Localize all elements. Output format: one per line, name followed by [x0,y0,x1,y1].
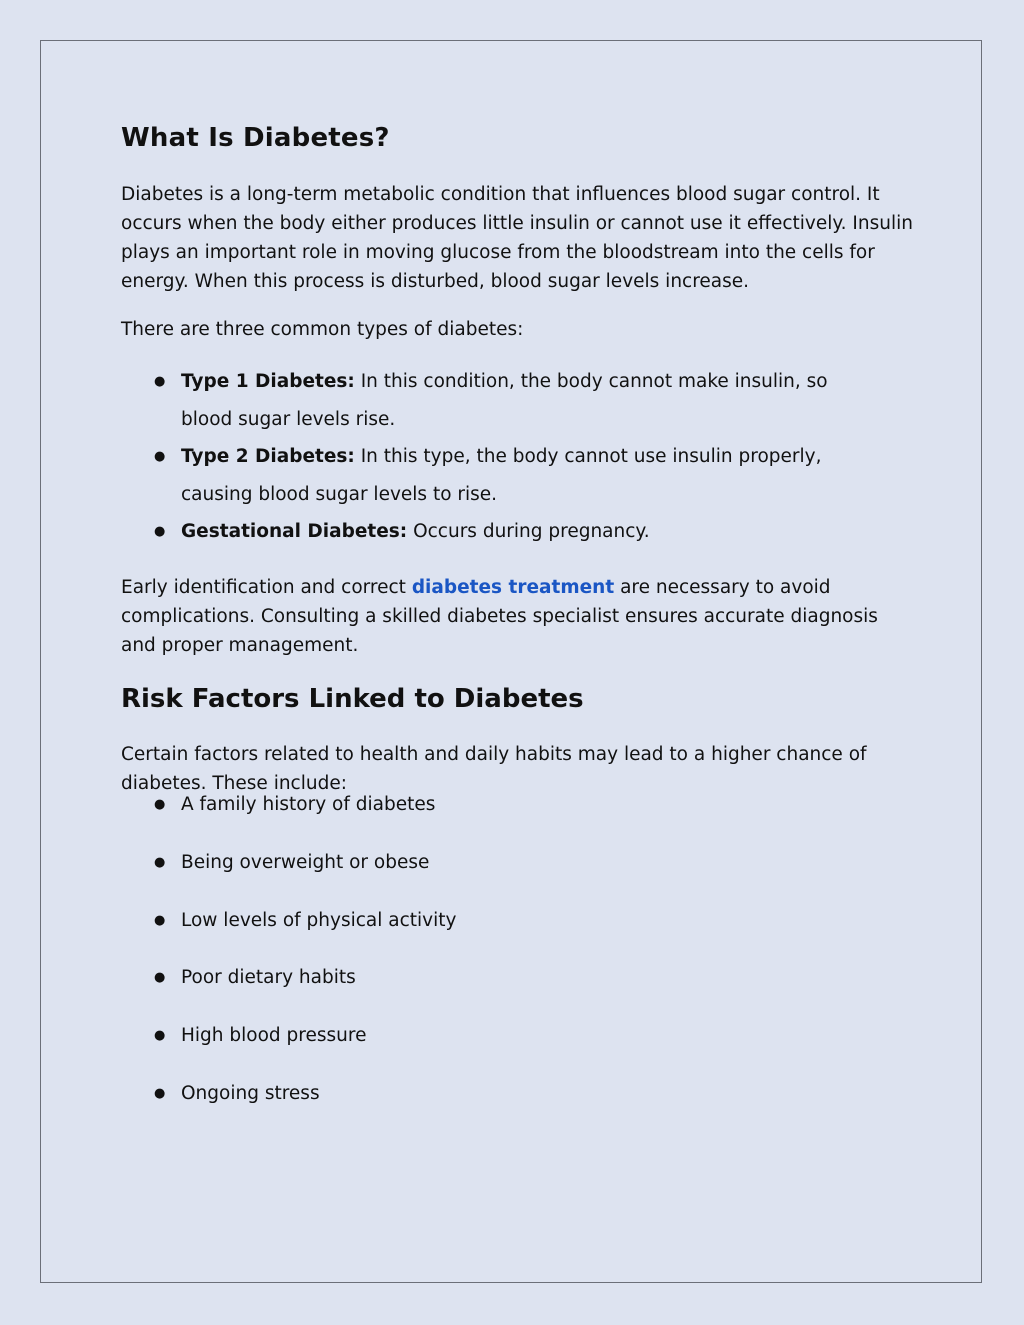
type-description: In this type, the body cannot use insulin properly, causing blood sugar levels to rise. [181,446,822,505]
type-description: Occurs during pregnancy. [407,521,650,542]
list-item-gestational [121,513,841,551]
type-description: In this condition, the body cannot make insulin, so blood sugar levels rise. [181,371,828,430]
bullet-icon: ● [154,854,166,870]
list-item-type-2 [121,438,841,513]
list-item [121,966,456,1024]
page-frame [40,40,982,1283]
risk-factors-list [121,793,456,1140]
intro-paragraph: Diabetes is a long-term metabolic condition that influences blood sugar control. It occurs when the body either produces little insulin or cannot use it effectively. Insulin plays an important role in moving glucose from the bloodstream into the cells for energy. When this process is disturbed, blood sugar levels increase. [121,184,913,292]
risk-factor-text: High blood pressure [181,1025,367,1047]
bullet-icon: ● [154,524,166,539]
risk-intro-paragraph: Certain factors related to health and daily habits may lead to a higher chance of diabetes. These include: [121,744,867,794]
bullet-icon: ● [154,1085,166,1101]
type-term: Type 2 Diabetes: [181,446,355,467]
heading-what-is-diabetes: What Is Diabetes? [121,123,390,153]
diabetes-types-list [121,363,841,551]
bullet-icon: ● [154,912,166,928]
early-text-before-link: Early identification and correct [121,577,412,598]
bullet-icon: ● [154,374,166,389]
list-item [121,851,456,909]
early-text-after-link: are necessary to avoid complications. Consulting a skilled diabetes specialist ensures accurate diagnosis and proper management. [121,577,878,656]
bullet-icon: ● [154,1028,166,1044]
early-identification-paragraph [121,573,916,660]
list-item [121,1082,456,1140]
list-item [121,793,456,851]
risk-factor-text: A family history of diabetes [181,794,436,815]
risk-factor-text: Ongoing stress [181,1082,320,1104]
bullet-icon: ● [154,797,166,812]
risk-factor-text: Low levels of physical activity [181,909,457,931]
types-lead-paragraph: There are three common types of diabetes: [121,319,524,340]
type-term: Gestational Diabetes: [181,521,408,542]
list-item-type-1 [121,363,841,438]
bullet-icon: ● [154,449,166,464]
list-item [121,909,456,967]
heading-risk-factors: Risk Factors Linked to Diabetes [121,684,584,714]
risk-factor-text: Being overweight or obese [181,851,430,873]
type-term: Type 1 Diabetes: [181,371,355,392]
list-item [121,1024,456,1082]
risk-factor-text: Poor dietary habits [181,967,356,989]
bullet-icon: ● [154,970,166,986]
diabetes-treatment-link[interactable]: diabetes treatment [411,577,615,598]
